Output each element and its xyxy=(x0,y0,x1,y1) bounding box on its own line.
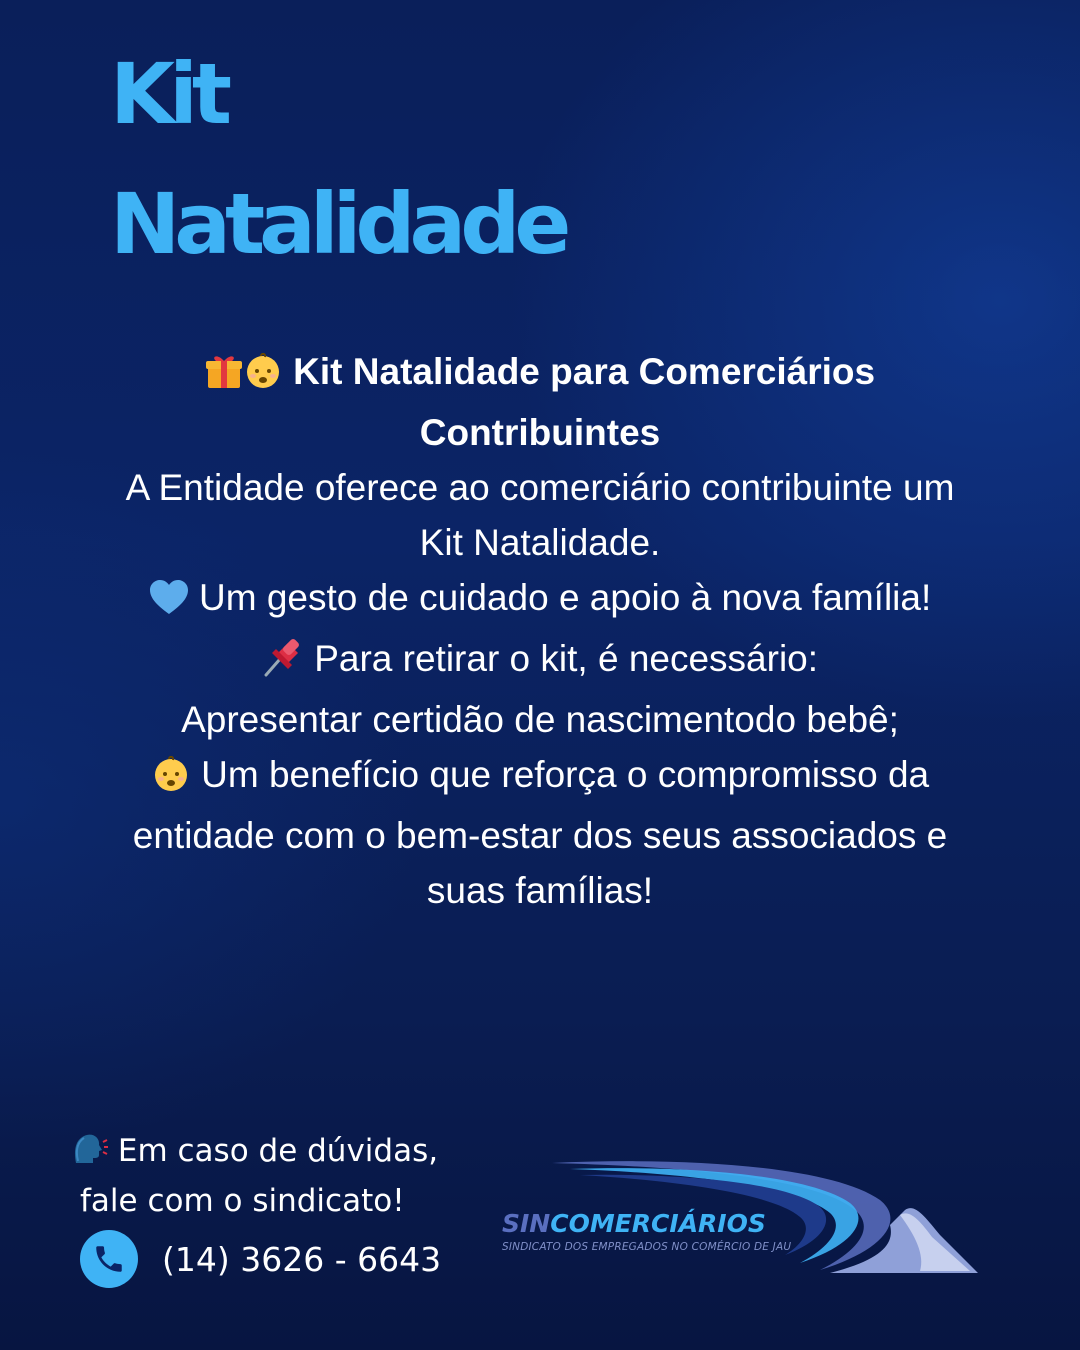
care-text: Um gesto de cuidado e apoio à nova família! xyxy=(199,577,932,618)
contact-block xyxy=(72,1128,438,1224)
requirement-text: Para retirar o kit, é necessário: xyxy=(314,638,819,679)
pushpin-icon xyxy=(262,637,304,692)
speaking-head-icon xyxy=(72,1132,108,1178)
logo-name xyxy=(502,1209,766,1238)
announcement-text xyxy=(110,344,970,918)
benefit-line xyxy=(110,747,970,918)
contact-text-1: Em caso de dúvidas, xyxy=(117,1133,439,1169)
title-line-kit: Kit xyxy=(110,45,227,143)
contact-line-1 xyxy=(72,1133,438,1169)
announcement-heading xyxy=(110,344,970,460)
phone-number[interactable]: (14) 3626 - 6643 xyxy=(162,1239,442,1279)
blue-heart-icon xyxy=(149,576,189,631)
sincomerciarios-logo xyxy=(500,1155,985,1280)
benefit-text: Um benefício que reforça o compromisso da entidade com o bem-estar dos seus associados e suas famílias! xyxy=(132,754,948,911)
document-text: Apresentar certidão de nascimentodo bebê; xyxy=(181,699,899,740)
requirement-line xyxy=(110,631,970,692)
logo-name-rest: COMERCIÁRIOS xyxy=(550,1209,766,1238)
phone-icon xyxy=(80,1230,138,1288)
phone-contact[interactable] xyxy=(80,1230,441,1288)
baby-icon xyxy=(243,350,283,405)
page-title xyxy=(110,45,566,273)
heading-text: Kit Natalidade para Comerciários Contribuintes xyxy=(293,351,876,453)
baby-icon xyxy=(151,753,191,808)
logo-subtitle: SINDICATO DOS EMPREGADOS NO COMÉRCIO DE JAU xyxy=(502,1241,792,1253)
intro-text: A Entidade oferece ao comerciário contribuinte um Kit Natalidade. xyxy=(125,467,955,563)
care-line xyxy=(110,570,970,631)
title-line-natalidade: Natalidade xyxy=(110,175,566,273)
contact-text-2: fale com o sindicato! xyxy=(80,1183,405,1219)
logo-name-prefix: SIN xyxy=(502,1209,551,1238)
gift-icon xyxy=(205,350,243,405)
